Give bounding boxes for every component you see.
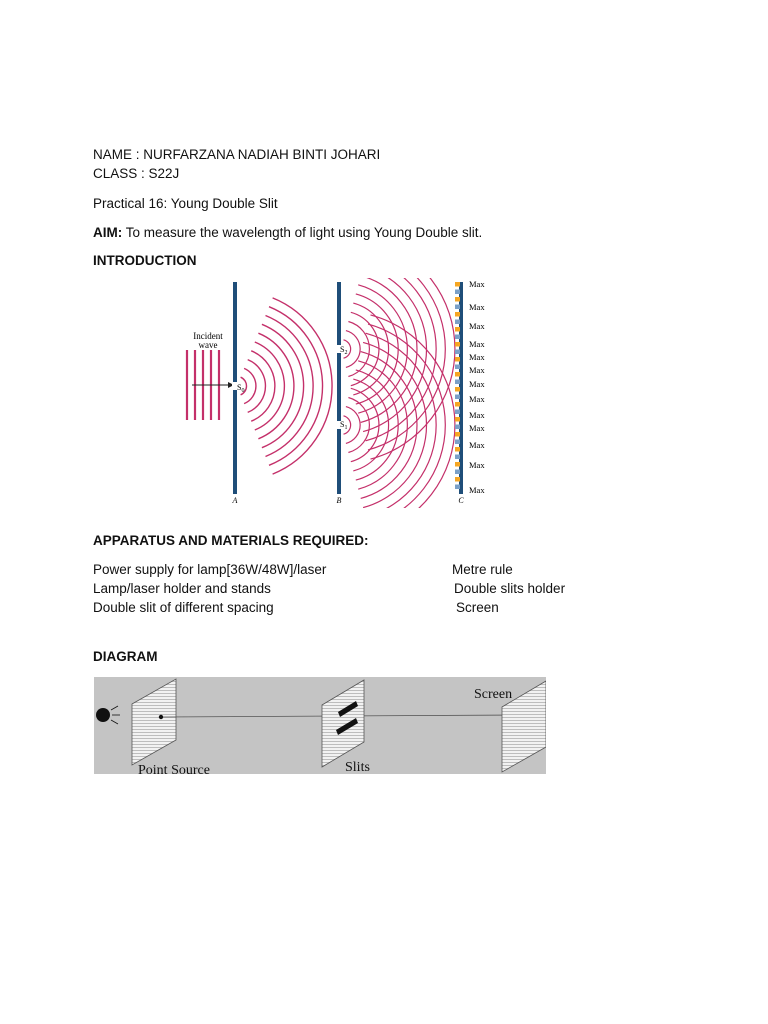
fringe-band [455,320,460,325]
max-label: Max [469,440,485,450]
fringe-band [455,425,460,430]
interference-figure [180,278,510,508]
max-label: Max [469,460,485,470]
screen-c-label: C [458,496,464,505]
wavefront-arc [346,331,360,368]
apparatus-item: Power supply for lamp[36W/48W]/laser [93,562,327,577]
apparatus-item: Double slit of different spacing [93,600,274,615]
incident-label-1: Incident [193,331,223,341]
fringe-band [455,312,460,317]
source-s0-label: $S_0$ [237,383,245,394]
pinhole [159,715,163,719]
wavefront-arc [351,388,379,461]
wavefront-arc [346,407,360,444]
apparatus-item: Lamp/laser holder and stands [93,581,271,596]
wavefront-arc [266,316,314,457]
wavefront-arc [251,351,275,421]
fringe-band [455,282,460,287]
wavefront-arc [348,322,369,377]
fringe-band [455,477,460,482]
apparatus-heading: APPARATUS AND MATERIALS REQUIRED: [93,533,369,548]
max-label: Max [469,410,485,420]
fringe-band [455,365,460,370]
slit-s2-label: $S_2$ [340,345,348,356]
fringe-band [455,417,460,422]
wavefront-arc [356,370,398,480]
point-source-label: Point Source [138,763,210,774]
fringe-band [455,387,460,392]
interfering-waves [344,278,455,508]
max-label: Max [469,365,485,375]
fringe-band [455,380,460,385]
fringe-band [455,402,460,407]
fringe-band [455,342,460,347]
fringe-band [455,357,460,362]
barrier-b-label: B [336,496,342,505]
aim-label: AIM: [93,225,123,240]
fringe-band [455,290,460,295]
aim-text: To measure the wavelength of light using Young Double slit. [122,225,483,240]
slits-label: Slits [345,760,370,774]
incident-arrow [192,382,234,388]
fringe-band [455,485,460,490]
apparatus-diagram [94,677,546,774]
student-class: CLASS : S22J [93,166,180,181]
fringe-band [455,432,460,437]
fringe-band [455,350,460,355]
barrier-b [337,282,341,494]
max-label: Max [469,302,485,312]
max-label: Max [469,394,485,404]
aim-line [93,225,482,241]
fringe-band [455,297,460,302]
practical-title: Practical 16: Young Double Slit [93,196,278,211]
fringe-band [455,410,460,415]
wavefront-arc [351,312,379,385]
wavefront-arc [368,278,445,450]
wavefront-arc [258,333,294,439]
max-label: Max [469,339,485,349]
apparatus-item: Double slits holder [454,581,566,596]
fringe-band [455,335,460,340]
diagram-heading: DIAGRAM [93,649,158,664]
maxima-labels [469,279,485,495]
fringe-band [455,455,460,460]
slit-s1-label: $S_1$ [340,420,348,431]
fringe-band [455,327,460,332]
max-label: Max [469,485,485,495]
screen-label: Screen [474,687,513,702]
wavefront-arc [262,324,304,447]
student-name: NAME : NURFARZANA NADIAH BINTI JOHARI [93,147,381,162]
max-label: Max [469,423,485,433]
fringe-band [455,470,460,475]
diffracted-waves-s0 [241,298,332,474]
fringe-band [455,372,460,377]
fringe-band [455,440,460,445]
barrier-a-label: A [232,496,238,505]
lamp-icon [96,708,110,722]
fringe-band [455,305,460,310]
max-label: Max [469,352,485,362]
incident-label-2: wave [198,340,218,350]
fringe-band [455,447,460,452]
max-label: Max [469,321,485,331]
max-label: Max [469,379,485,389]
wavefront-arc [348,398,369,453]
wavefront-arc [356,294,398,404]
wavefront-arc [371,278,455,459]
max-label: Max [469,279,485,289]
apparatus-item: Screen [456,600,499,615]
fringe-band [455,462,460,467]
fringe-band [455,395,460,400]
introduction-heading: INTRODUCTION [93,253,197,268]
apparatus-item: Metre rule [452,562,513,577]
